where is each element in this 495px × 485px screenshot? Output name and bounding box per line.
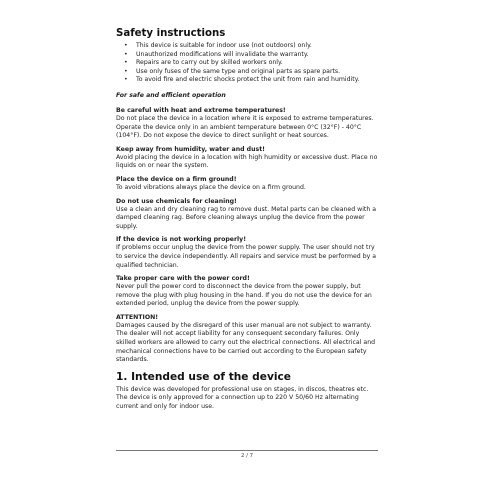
page-number: 2 / 7 bbox=[240, 453, 254, 459]
bullet-icon: • bbox=[124, 50, 128, 58]
block-body: Never pull the power cord to disconnect the device from the power supply, but remove the plug with plug housing in the hand. If you do not use the device for an extended period, unplug the device from the power supply. bbox=[116, 283, 372, 308]
safety-title: Safety instructions bbox=[116, 28, 226, 39]
bullet-text: Repairs are to carry out by skilled workers only. bbox=[136, 59, 283, 67]
instruction-block-attention bbox=[116, 313, 378, 365]
bullet-icon: • bbox=[124, 76, 128, 84]
block-heading: Place the device on a firm ground! bbox=[116, 175, 237, 183]
block-heading: Keep away from humidity, water and dust! bbox=[116, 145, 265, 153]
list-item bbox=[124, 67, 378, 77]
list-item bbox=[124, 59, 378, 68]
bullet-icon: • bbox=[124, 67, 128, 75]
bullet-text: Unauthorized modifications will invalidate the warranty. bbox=[136, 50, 309, 58]
block-heading: ATTENTION! bbox=[116, 313, 159, 321]
block-body: Do not place the device in a location where it is exposed to extreme temperatures. Operate the device only in an ambient temperature between 0°C (32°F) - 40°C (104°F). Do not expose the device to direct sunlight or heat sources. bbox=[116, 114, 374, 140]
footer-divider bbox=[116, 450, 378, 451]
block-body: Damages caused by the disregard of this user manual are not subject to warranty. The dealer will not accept liability for any consequent secondary failures. Only skilled workers are allowed to carry out the electrical connections. All electrical and mechanical connections have to be carried out according to the European safety standards. bbox=[116, 321, 376, 364]
instruction-block-power-cord bbox=[116, 274, 378, 309]
bullet-text: To avoid fire and electric shocks protect the unit from rain and humidity. bbox=[136, 76, 360, 84]
bullet-icon: • bbox=[124, 42, 128, 49]
instruction-block-cleaning bbox=[116, 197, 378, 232]
list-item bbox=[124, 50, 378, 60]
list-item bbox=[124, 76, 378, 85]
block-heading: Do not use chemicals for cleaning! bbox=[116, 197, 237, 205]
instruction-block-humidity bbox=[116, 145, 378, 171]
document-page bbox=[116, 28, 378, 412]
block-body: To avoid vibrations always place the device on a firm ground. bbox=[116, 183, 306, 191]
block-heading: Take proper care with the power cord! bbox=[116, 275, 250, 283]
safety-bullet-list bbox=[116, 42, 378, 85]
intended-use-body: This device was developed for professional use on stages, in discos, theatres etc. The device is only approved for a connection up to 220 V 50/60 Hz alternating current and only for indoor use. bbox=[116, 385, 369, 411]
block-body: Use a clean and dry cleaning rag to remove dust. Metal parts can be cleaned with a damped cleaning rag. Before cleaning always unplug the device from the power supply. bbox=[116, 205, 377, 230]
intended-use-title: 1. Intended use of the device bbox=[116, 370, 291, 383]
bullet-text: This device is suitable for indoor use (not outdoors) only. bbox=[136, 42, 312, 49]
block-heading: If the device is not working properly! bbox=[116, 236, 247, 244]
safety-subtitle: For safe and efficient operation bbox=[116, 91, 226, 99]
block-body: If problems occur unplug the device from the power supply. The user should not try to service the device independently. All repairs and service must be performed by a qualified technician. bbox=[116, 244, 377, 269]
bullet-icon: • bbox=[124, 59, 128, 67]
list-item bbox=[124, 42, 378, 51]
instruction-block-heat bbox=[116, 106, 378, 141]
block-body: Avoid placing the device in a location with high humidity or excessive dust. Place no liquids on or near the system. bbox=[116, 153, 378, 170]
instruction-block-ground bbox=[116, 175, 378, 193]
block-heading: Be careful with heat and extreme temperatures! bbox=[116, 106, 286, 114]
bullet-text: Use only fuses of the same type and original parts as spare parts. bbox=[136, 67, 341, 75]
instruction-block-malfunction bbox=[116, 235, 378, 270]
